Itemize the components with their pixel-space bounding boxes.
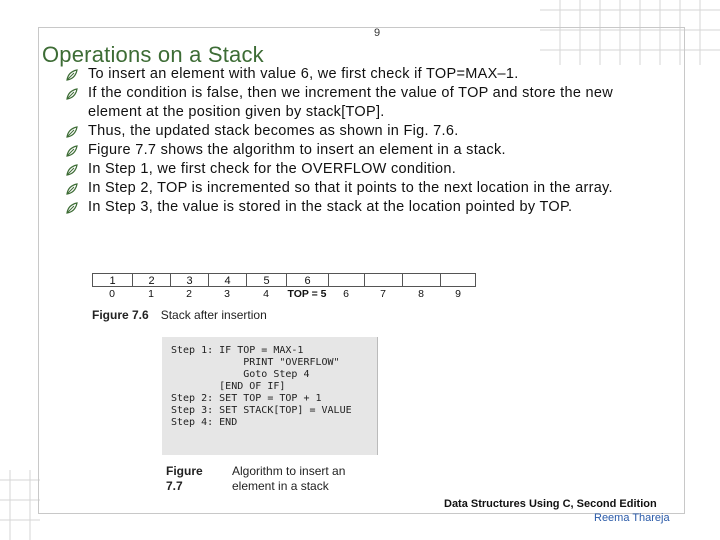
footer-book-title: Data Structures Using C, Second Edition	[444, 498, 657, 510]
stack-index-row	[92, 287, 476, 301]
stack-cell: 6	[286, 273, 328, 287]
slide-title: Operations on a Stack	[42, 42, 264, 67]
bullet-item	[66, 198, 666, 217]
bullet-text: Figure 7.7 shows the algorithm to insert an element in a stack.	[88, 142, 506, 158]
bullet-text: If the condition is false, then we increment the value of TOP and store the new element at the position given by stack[TOP].	[88, 85, 614, 120]
algorithm-text: Step 1: IF TOP = MAX-1 PRINT "OVERFLOW" Goto Step 4 [END OF IF] Step 2: SET TOP = TOP + 1 Step 3: SET STACK[TOP] = VALUE Step 4: END	[171, 345, 352, 428]
stack-index: 8	[418, 288, 424, 300]
leaf-bullet-icon	[66, 202, 78, 214]
stack-values-row	[92, 273, 476, 287]
stack-cell	[402, 273, 440, 287]
figure-7-7-algorithm-box	[162, 337, 378, 455]
bullet-item	[66, 179, 666, 198]
figure-label: Figure 7.6	[92, 308, 149, 322]
stack-cell: 3	[170, 273, 208, 287]
figure-label: Figure 7.7	[166, 464, 203, 493]
leaf-bullet-icon	[66, 145, 78, 157]
leaf-bullet-icon	[66, 88, 78, 100]
footer-author: Reema Thareja	[594, 512, 670, 524]
bullet-text: In Step 3, the value is stored in the stack at the location pointed by TOP.	[88, 199, 573, 215]
page-number: 9	[373, 27, 381, 39]
stack-cell: 2	[132, 273, 170, 287]
bullet-item	[66, 65, 666, 84]
bullet-text: In Step 1, we first check for the OVERFLOW condition.	[88, 161, 457, 177]
bullet-list	[66, 65, 666, 217]
stack-index: 9	[455, 288, 461, 300]
stack-index: 1	[148, 288, 154, 300]
stack-index: 4	[263, 288, 269, 300]
bullet-text: Thus, the updated stack becomes as shown in Fig. 7.6.	[88, 123, 459, 139]
leaf-bullet-icon	[66, 183, 78, 195]
leaf-bullet-icon	[66, 126, 78, 138]
figure-caption-text: Stack after insertion	[160, 308, 267, 322]
leaf-bullet-icon	[66, 69, 78, 81]
stack-cell	[440, 273, 476, 287]
figure-caption-text: Algorithm to insert an element in a stack	[232, 464, 346, 493]
bullet-item	[66, 160, 666, 179]
stack-cell: 4	[208, 273, 246, 287]
stack-index: 3	[224, 288, 230, 300]
bullet-text: To insert an element with value 6, we first check if TOP=MAX–1.	[88, 66, 519, 82]
stack-index: 2	[186, 288, 192, 300]
top-pointer-label: TOP = 5	[287, 288, 327, 300]
stack-cell	[364, 273, 402, 287]
stack-index: 6	[343, 288, 349, 300]
bullet-item	[66, 122, 666, 141]
bullet-text: In Step 2, TOP is incremented so that it points to the next location in the array.	[88, 180, 613, 196]
stack-index: 7	[380, 288, 386, 300]
stack-cell: 5	[246, 273, 286, 287]
stack-cell: 1	[92, 273, 132, 287]
bullet-item	[66, 141, 666, 160]
stack-index: 0	[109, 288, 115, 300]
bullet-item	[66, 84, 666, 122]
leaf-bullet-icon	[66, 164, 78, 176]
stack-cell	[328, 273, 364, 287]
figure-7-6-stack	[92, 273, 476, 301]
figure-7-6-caption	[92, 308, 267, 322]
